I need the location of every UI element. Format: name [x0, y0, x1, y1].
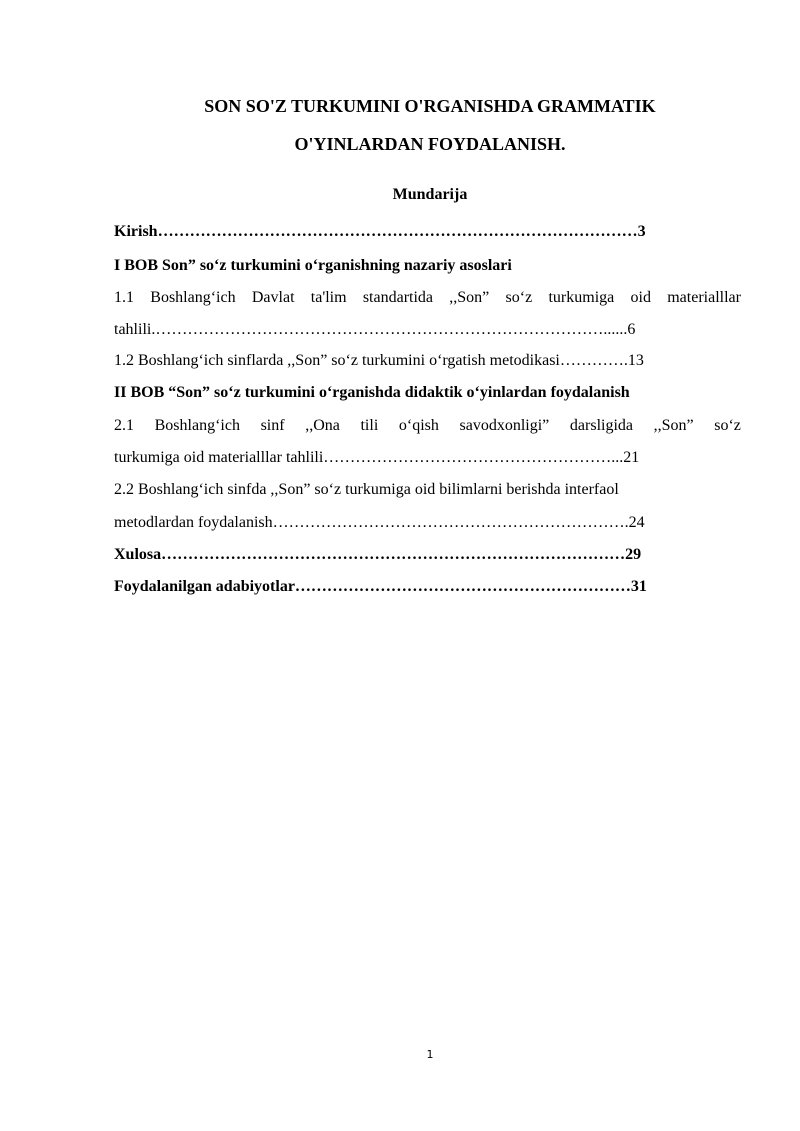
- toc-word: Boshlang‘ich: [154, 417, 240, 434]
- toc-section-2-2-line-1: 2.2 Boshlang‘ich sinfda ,,Son” so‘z turkumiga oid bilimlarni berishda interfaol: [114, 481, 619, 498]
- toc-section-2-1-line-2: turkumiga oid materialllar tahlili………………………………………………...21: [114, 449, 640, 466]
- toc-word: darsligida: [569, 417, 633, 434]
- toc-word: so‘z: [714, 417, 741, 434]
- toc-word: ta'lim: [310, 289, 347, 306]
- toc-word: standartida: [362, 289, 434, 306]
- toc-word: 2.1: [114, 417, 134, 434]
- document-title-line-2: O'YINLARDAN FOYDALANISH.: [294, 134, 566, 154]
- toc-word: ,,Son”: [653, 417, 694, 434]
- toc-word: savodxonligi”: [459, 417, 550, 434]
- toc-entry-introduction: Kirish………………………………………………………………………………3: [114, 223, 646, 240]
- toc-word: ,,Ona: [305, 417, 340, 434]
- toc-word: 1.1: [114, 289, 134, 306]
- toc-word: o‘qish: [398, 417, 439, 434]
- toc-chapter-2-heading: II BOB “Son” so‘z turkumini o‘rganishda didaktik o‘yinlardan foydalanish: [114, 384, 630, 401]
- table-of-contents-heading: Mundarija: [392, 186, 468, 203]
- toc-section-1-2: 1.2 Boshlang‘ich sinflarda ,,Son” so‘z turkumini o‘rgatish metodikasi………….13: [114, 352, 644, 369]
- toc-chapter-1-heading: I BOB Son” so‘z turkumini o‘rganishning nazariy asoslari: [114, 257, 512, 274]
- toc-word: so‘z: [505, 289, 533, 306]
- toc-word: ,,Son”: [449, 289, 490, 306]
- toc-word: Boshlang‘ich: [150, 289, 236, 306]
- toc-word: materialllar: [667, 289, 741, 306]
- toc-section-2-2-line-2: metodlardan foydalanish………………………………………………………….24: [114, 514, 645, 531]
- toc-word: oid: [630, 289, 651, 306]
- toc-word: tili: [360, 417, 379, 434]
- toc-section-2-1-line-1: [114, 416, 741, 436]
- toc-entry-conclusion: Xulosa……………………………………………………………………………29: [114, 546, 642, 563]
- toc-section-1-1-line-2: tahlili.…………………………………………………………………………......6: [114, 321, 636, 338]
- toc-section-1-1-line-1: [114, 288, 741, 308]
- toc-word: sinf: [260, 417, 285, 434]
- toc-word: Davlat: [251, 289, 295, 306]
- toc-word: turkumiga: [548, 289, 615, 306]
- toc-entry-references: Foydalanilgan adabiyotlar………………………………………………………31: [114, 578, 647, 595]
- document-title-line-1: SON SO'Z TURKUMINI O'RGANISHDA GRAMMATIK: [204, 96, 656, 116]
- page-number: 1: [426, 1048, 434, 1061]
